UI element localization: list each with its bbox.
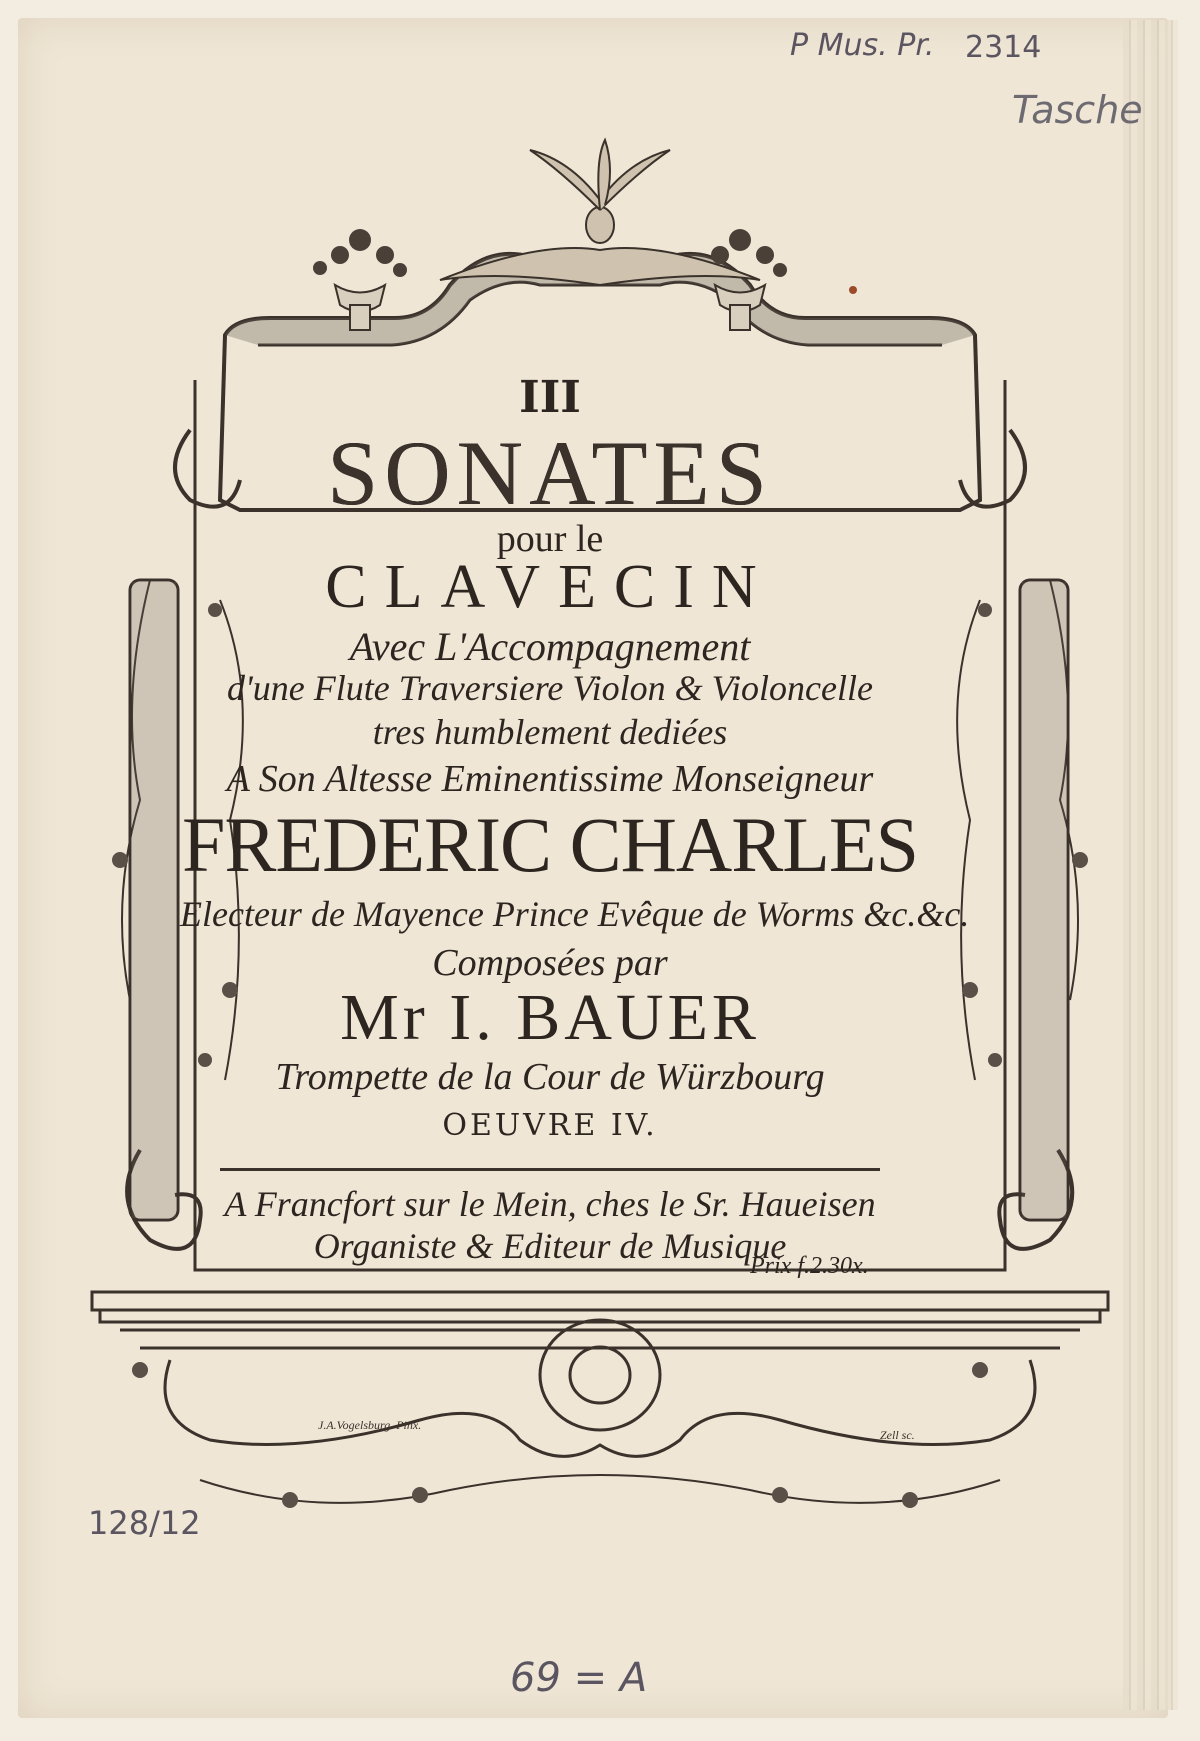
organiste-line: Organiste & Editeur de Musique: [313, 1226, 787, 1266]
handwritten-note: Tasche: [1012, 88, 1143, 132]
accompaniment-line: Avec L'Accompagnement: [349, 624, 751, 669]
divider-rule: [220, 1168, 880, 1171]
handwritten-shelfmark: P Mus. Pr.: [790, 28, 935, 63]
opus-number: OEUVRE IV.: [442, 1108, 658, 1143]
instruments-line: d'une Flute Traversiere Violon & Violoncelle: [227, 668, 873, 708]
dedicatee-name: FREDERIC CHARLES: [182, 801, 918, 888]
instrument-title: CLAVECIN: [325, 553, 775, 621]
main-title: SONATES: [327, 422, 773, 524]
dedication-line: tres humblement dediées: [372, 712, 728, 752]
engraver-signature-right: Zell sc.: [880, 1428, 915, 1442]
handwritten-number: 2314: [965, 30, 1042, 65]
engraver-signature-left: J.A.Vogelsburg. Pinx.: [318, 1418, 422, 1432]
composed-by-line: Composées par: [432, 942, 668, 984]
composer-name: Mr I. BAUER: [340, 981, 760, 1054]
publisher-line: A Francfort sur le Mein, ches le Sr. Haueisen: [224, 1184, 876, 1224]
title-pour-le: pour le: [496, 518, 604, 560]
altesse-line: A Son Altesse Eminentissime Monseigneur: [226, 758, 874, 800]
volume-number: III: [519, 372, 581, 423]
handwritten-left-number: 128/12: [88, 1504, 201, 1542]
price-label: Prix f.2.30x.: [750, 1253, 869, 1279]
electeur-line: Electeur de Mayence Prince Evêque de Worms &c.&c.: [180, 894, 970, 934]
composer-title-line: Trompette de la Cour de Würzbourg: [275, 1056, 825, 1098]
handwritten-bottom-mark: 69 = A: [510, 1655, 648, 1701]
